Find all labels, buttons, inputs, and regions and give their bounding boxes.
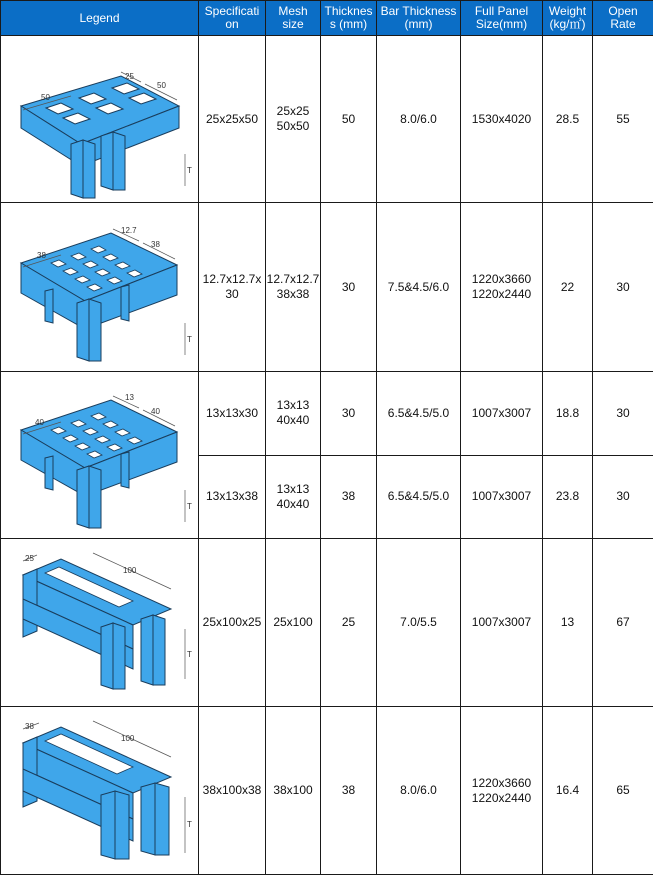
header-specification: Specificati on [199, 1, 266, 36]
cell-weight: 18.8 [543, 372, 593, 456]
dimension-label: 50 [157, 81, 166, 90]
dimension-label: 13 [125, 393, 134, 402]
cell-panel-size: 1220x3660 1220x2440 [461, 203, 543, 372]
dimension-label: 50 [41, 93, 50, 102]
cell-weight: 13 [543, 539, 593, 707]
cell-bar-thickness: 8.0/6.0 [377, 707, 461, 875]
header-bar-thickness: Bar Thickness (mm) [377, 1, 461, 36]
cell-weight: 16.4 [543, 707, 593, 875]
header-full-panel: Full Panel Size(mm) [461, 1, 543, 36]
cell-thickness: 25 [321, 539, 377, 707]
cell-panel-size: 1007x3007 [461, 372, 543, 456]
cell-open-rate: 65 [593, 707, 653, 875]
cell-mesh: 25x25 50x50 [266, 36, 321, 203]
cell-open-rate: 30 [593, 455, 653, 539]
dimension-label: T [187, 166, 192, 175]
dimension-label: 100 [121, 734, 135, 743]
cell-open-rate: 55 [593, 36, 653, 203]
cell-spec: 13x13x30 [199, 372, 266, 456]
cell-spec: 38x100x38 [199, 707, 266, 875]
cell-bar-thickness: 7.0/5.5 [377, 539, 461, 707]
table-row [1, 36, 653, 203]
cell-bar-thickness: 6.5&4.5/5.0 [377, 455, 461, 539]
cell-thickness: 30 [321, 203, 377, 372]
dimension-label: 38 [151, 240, 160, 249]
cell-mesh: 13x13 40x40 [266, 372, 321, 456]
header-row [1, 1, 653, 36]
cell-thickness: 38 [321, 707, 377, 875]
legend-grating-4 [1, 539, 199, 707]
table-row [1, 707, 653, 875]
cell-spec: 13x13x38 [199, 455, 266, 539]
dimension-label: T [187, 820, 192, 829]
header-mesh-size: Mesh size [266, 1, 321, 36]
cell-bar-thickness: 7.5&4.5/6.0 [377, 203, 461, 372]
legend-grating-1 [1, 36, 199, 203]
cell-bar-thickness: 8.0/6.0 [377, 36, 461, 203]
dimension-label: 100 [123, 566, 137, 575]
cell-open-rate: 67 [593, 539, 653, 707]
cell-mesh: 12.7x12.7 38x38 [266, 203, 321, 372]
table-row [1, 203, 653, 372]
dimension-label: 38 [37, 251, 46, 260]
legend-grating-2 [1, 203, 199, 372]
legend-grating-5 [1, 707, 199, 875]
dimension-label: 25 [25, 554, 34, 563]
dimension-label: 40 [151, 407, 160, 416]
dimension-label: T [187, 650, 192, 659]
cell-weight: 23.8 [543, 455, 593, 539]
cell-bar-thickness: 6.5&4.5/5.0 [377, 372, 461, 456]
cell-mesh: 38x100 [266, 707, 321, 875]
cell-weight: 28.5 [543, 36, 593, 203]
cell-panel-size: 1007x3007 [461, 455, 543, 539]
header-weight: Weight (kg/㎡) [543, 1, 593, 36]
header-thickness: Thicknes s (mm) [321, 1, 377, 36]
cell-open-rate: 30 [593, 372, 653, 456]
cell-weight: 22 [543, 203, 593, 372]
cell-thickness: 30 [321, 372, 377, 456]
dimension-label: T [187, 335, 192, 344]
cell-spec: 12.7x12.7x 30 [199, 203, 266, 372]
cell-panel-size: 1530x4020 [461, 36, 543, 203]
dimension-label: 25 [125, 72, 134, 81]
legend-grating-3 [1, 372, 199, 539]
header-open-rate: Open Rate [593, 1, 653, 36]
table-row [1, 539, 653, 707]
table-row [1, 372, 653, 456]
dimension-label: 12.7 [121, 226, 137, 235]
cell-spec: 25x100x25 [199, 539, 266, 707]
cell-thickness: 38 [321, 455, 377, 539]
dimension-label: 38 [25, 722, 34, 731]
cell-mesh: 25x100 [266, 539, 321, 707]
cell-panel-size: 1007x3007 [461, 539, 543, 707]
cell-spec: 25x25x50 [199, 36, 266, 203]
dimension-label: T [187, 502, 192, 511]
header-legend: Legend [1, 1, 199, 36]
cell-panel-size: 1220x3660 1220x2440 [461, 707, 543, 875]
cell-thickness: 50 [321, 36, 377, 203]
dimension-label: 40 [35, 418, 44, 427]
cell-mesh: 13x13 40x40 [266, 455, 321, 539]
cell-open-rate: 30 [593, 203, 653, 372]
